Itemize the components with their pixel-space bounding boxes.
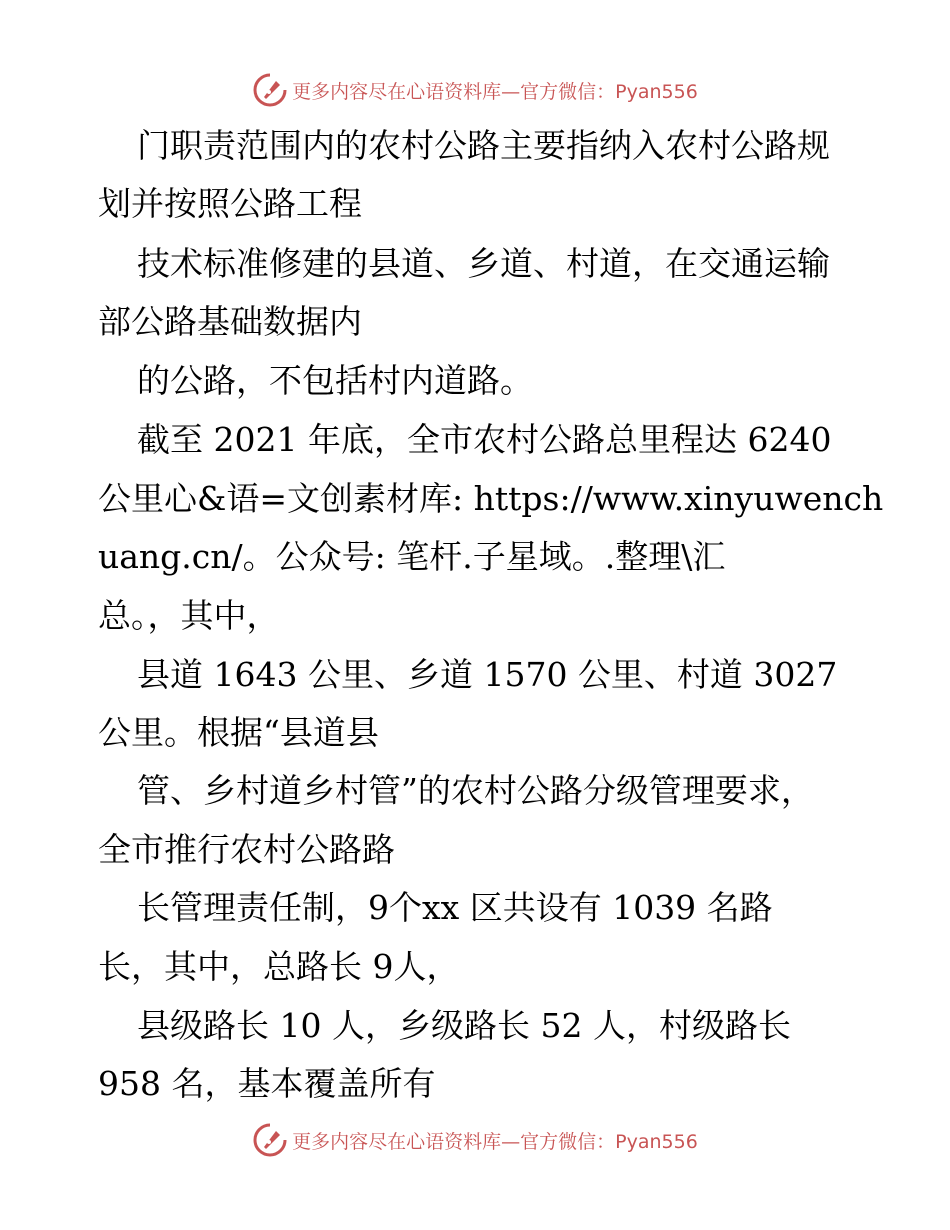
paragraph-line: 县道 1643 公里、乡道 1570 公里、村道 3027 — [137, 655, 838, 694]
paragraph-line: 长管理责任制，9个xx 区共设有 1039 名路 — [137, 888, 773, 927]
watermark-text: 更多内容尽在心语资料库—官方微信：Pyan556 — [292, 80, 698, 103]
paragraph-line: 部公路基础数据内 — [98, 302, 362, 341]
pen-nib-logo-icon — [252, 1122, 288, 1158]
paragraph-line: 全市推行农村公路路 — [98, 830, 395, 869]
paragraph-line: 公里心&语=文创素材库: https://www.xinyuwench — [98, 479, 884, 518]
paragraph-line: 技术标准修建的县道、乡道、村道，在交通运输 — [137, 244, 830, 283]
paragraph-line: 958 名，基本覆盖所有 — [98, 1064, 436, 1103]
paragraph-line: 长，其中，总路长 9人， — [98, 947, 460, 986]
paragraph-line: 划并按照公路工程 — [98, 184, 362, 223]
paragraph-line: 管、乡村道乡村管”的农村公路分级管理要求， — [137, 771, 814, 810]
watermark-text: 更多内容尽在心语资料库—官方微信：Pyan556 — [292, 1130, 698, 1153]
paragraph-line: 总。，其中， — [98, 596, 280, 635]
footer-watermark — [0, 1120, 950, 1160]
paragraph-line: 公里。根据“县道县 — [98, 713, 379, 752]
paragraph-line: 县级路长 10 人，乡级路长 52 人，村级路长 — [137, 1006, 791, 1045]
paragraph-line: uang.cn/。公众号: 笔杆.子星域。.整理\汇 — [98, 537, 726, 576]
paragraph-line: 的公路，不包括村内道路。 — [137, 361, 533, 400]
paragraph-line: 截至 2021 年底，全市农村公路总里程达 6240 — [137, 420, 832, 459]
paragraph-line: 门职责范围内的农村公路主要指纳入农村公路规 — [137, 126, 830, 165]
